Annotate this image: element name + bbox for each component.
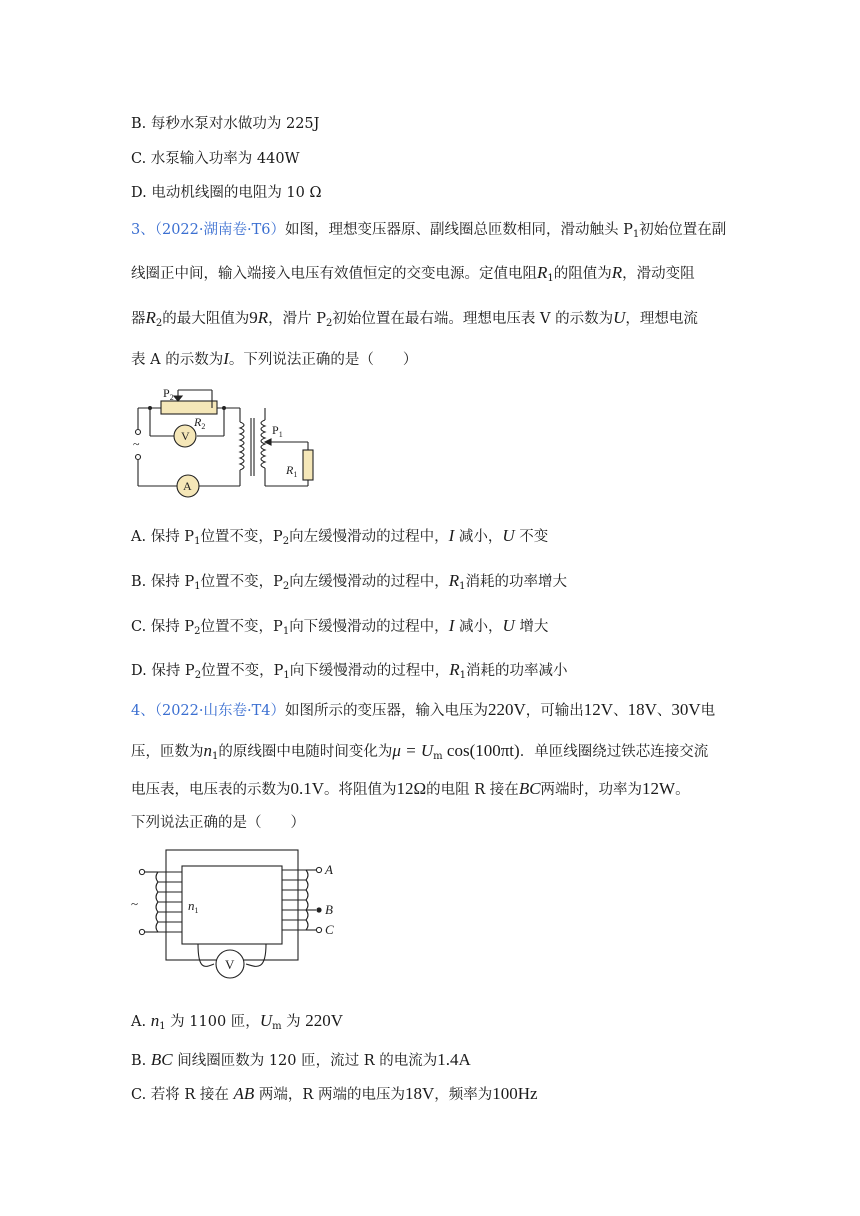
q3-text-4b: 。下列说法正确的是（ ） <box>228 352 418 368</box>
terminal-b-label: B <box>325 902 333 917</box>
q4-stem-line1: 4、（2022·山东卷·T4）如图所示的变压器，输入电压为220V，可输出12V、18V、30V电 <box>131 700 716 719</box>
p2-label: $P_2$ <box>163 386 174 402</box>
q3-text-1: 如图，理想变压器原、副线圈总匝数相同，滑动触头 P <box>285 222 633 238</box>
ac-source-symbol: ~ <box>131 896 139 911</box>
q3-stem-line2: 线圈正中间，输入端接入电压有效值恒定的交变电源。定值电阻$R_1$的阻值为R，滑动变阻 <box>131 263 695 284</box>
q4-stem-line4: 下列说法正确的是（ ） <box>131 815 305 831</box>
q3-number: 3、 <box>131 222 155 238</box>
p1-label: $P_1$ <box>272 423 283 439</box>
q3-text-2b: 的阻值为 <box>553 266 612 282</box>
q3-text-4a: 表 A 的示数为 <box>131 352 224 368</box>
terminal-a-label: A <box>325 862 333 877</box>
q3-option-b: B. 保持 $P_1$位置不变，$P_2$向左缓慢滑动的过程中，$R_1$消耗的功率增大 <box>131 571 568 592</box>
q3-option-d: D. 保持 $P_2$位置不变，$P_1$向下缓慢滑动的过程中，$R_1$消耗的功率减小 <box>131 660 568 681</box>
ammeter-label: A <box>183 479 192 493</box>
voltmeter-label: V <box>181 429 190 443</box>
q4-number: 4、 <box>131 703 155 719</box>
q3-stem-line1: 3、（2022·湖南卷·T6）如图，理想变压器原、副线圈总匝数相同，滑动触头 $P_1$初始位置在副 <box>131 222 727 240</box>
q3-text-3d: 初始位置在最右端。理想电压表 V 的示数为 <box>332 311 614 327</box>
n1-label: $n_1$ <box>188 898 199 915</box>
q2-option-d: D. 电动机线圈的电阻为 10 Ω <box>131 185 322 201</box>
q3-text-1b: 初始位置在副 <box>639 222 727 238</box>
q2-option-c: C. 水泵输入功率为 440W <box>131 151 300 167</box>
q4-stem-line3: 电压表，电压表的示数为0.1V。将阻值为12Ω的电阻 R 接在BC两端时，功率为12W。 <box>131 779 690 798</box>
q2-option-b: B. 每秒水泵对水做功为 225J <box>131 116 320 132</box>
q4-transformer-diagram <box>128 842 348 992</box>
ac-source-symbol: ~ <box>133 437 140 451</box>
q4-option-b: B. BC 间线圈匝数为 120 匝，流过 R 的电流为1.4A <box>131 1050 471 1069</box>
q4-option-c: C. 若将 R 接在 AB 两端，R 两端的电压为18V，频率为100Hz <box>131 1084 538 1103</box>
q3-text-3a: 器 <box>131 311 146 327</box>
q4-option-a: A. $n_1$ 为 1100 匝，$U_m$ 为 220V <box>131 1011 344 1032</box>
q3-text-3e: ，理想电流 <box>625 311 698 327</box>
r2-label: $R_2$ <box>194 415 206 431</box>
q3-text-2c: ，滑动变阻 <box>622 266 695 282</box>
q4-source: （2022·山东卷·T4） <box>154 703 286 719</box>
terminal-c-label: C <box>325 922 334 937</box>
q3-circuit-diagram <box>128 378 328 503</box>
voltmeter-label: V <box>225 957 235 972</box>
q3-option-a: A. 保持 $P_1$位置不变，$P_2$向左缓慢滑动的过程中，I 减小，U 不变 <box>131 526 549 547</box>
q3-stem-line4: 表 A 的示数为I。下列说法正确的是（ ） <box>131 349 418 368</box>
q3-stem-line3: 器$R_2$的最大阻值为9R，滑片 $P_2$初始位置在最右端。理想电压表 V 的示数为U，理想电流 <box>131 308 698 329</box>
r1-label: $R_1$ <box>286 463 298 479</box>
q3-option-c: C. 保持 $P_2$位置不变，$P_1$向下缓慢滑动的过程中，I 减小，U 增大 <box>131 616 549 637</box>
q4-stem-line2: 压，匝数为$n_1$的原线圈中电随时间变化为$\mu = U_m$ cos(100πt)．单匝线圈绕过铁芯连接交流 <box>131 741 709 762</box>
q3-text-3b: 的最大阻值为 <box>162 311 250 327</box>
q3-source: （2022·湖南卷·T6） <box>154 222 286 238</box>
q3-text-2a: 线圈正中间，输入端接入电压有效值恒定的交变电源。定值电阻 <box>131 266 537 282</box>
q3-text-3c: ，滑片 P <box>268 311 327 327</box>
